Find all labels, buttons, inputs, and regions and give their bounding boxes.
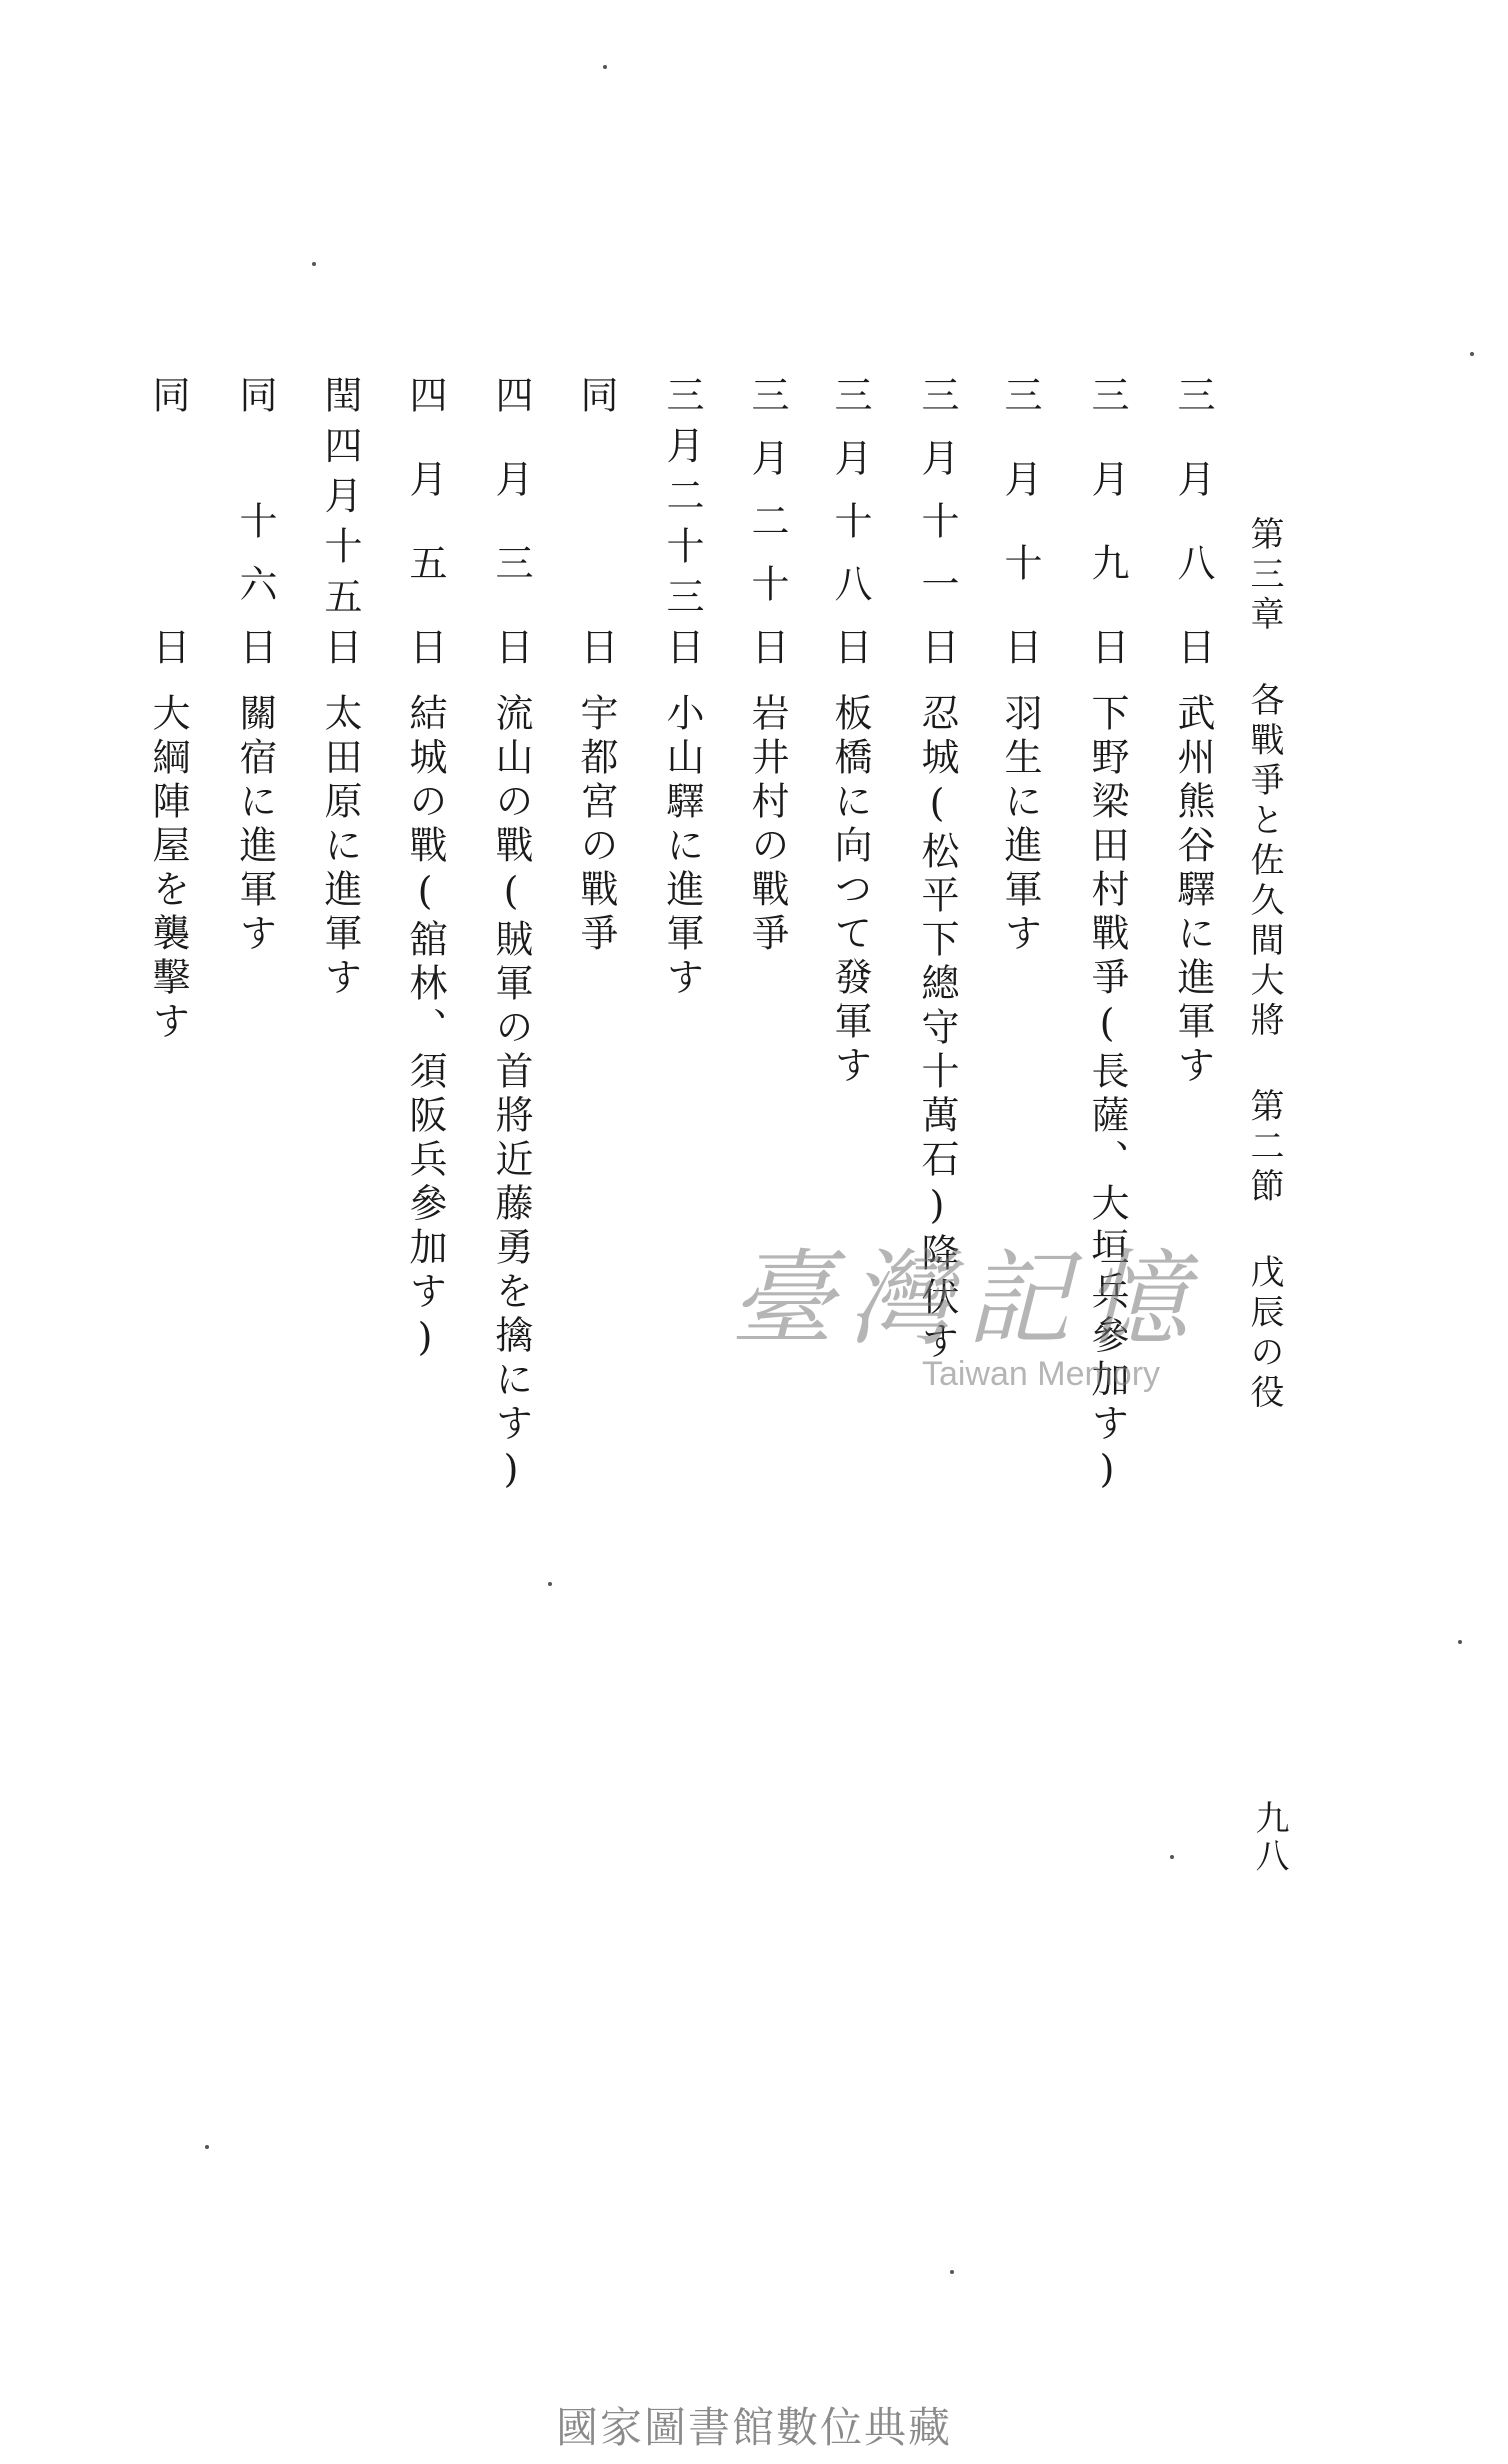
entry-event: 岩井村の戰爭: [745, 693, 789, 957]
entry-row: [225, 375, 285, 1525]
entry-date: 同 日: [574, 375, 618, 665]
watermark-subtext: Taiwan Memory: [921, 1355, 1161, 1393]
entry-event: 武州熊谷驛に進軍す: [1171, 693, 1215, 1089]
entry-event: 板橋に向つて發軍す: [828, 693, 872, 1089]
chapter-header: 第三章 各戰爭と佐久間大將 第二節 戊辰の役: [1244, 516, 1284, 1414]
entry-row: [652, 375, 712, 1525]
entry-row: [310, 375, 370, 1525]
entry-date: 四月五日: [403, 375, 447, 665]
entry-event: 下野梁田村戰爭(長薩、大垣兵參加す): [1085, 693, 1129, 1497]
entry-event: 太田原に進軍す: [318, 693, 362, 1001]
entry-event: 結城の戰(舘林、須阪兵參加す): [403, 693, 447, 1365]
entry-date: 三月八日: [1171, 375, 1215, 665]
entry-event: 宇都宮の戰爭: [574, 693, 618, 957]
scan-speck: [1458, 1640, 1462, 1644]
scan-speck: [312, 262, 316, 266]
scan-speck: [1170, 1855, 1174, 1859]
scan-speck: [205, 2145, 209, 2149]
entry-event: 流山の戰(賊軍の首將近藤勇を擒にす): [489, 693, 533, 1497]
scan-speck: [548, 1582, 552, 1586]
footer-archive-label: 國家圖書館數位典藏: [555, 2403, 952, 2452]
entry-event: 羽生に進軍す: [998, 693, 1042, 957]
entry-date: 三月九日: [1085, 375, 1129, 665]
scan-speck: [1470, 352, 1474, 356]
scan-speck: [603, 65, 607, 69]
entry-date: 三月十八日: [828, 375, 872, 665]
entry-event: 忍城(松平下總守十萬石)降伏す: [915, 693, 959, 1365]
scan-speck: [950, 2270, 954, 2274]
entry-date: 同 十六日: [233, 375, 277, 665]
entry-event: 關宿に進軍す: [233, 693, 277, 957]
watermark-logo: [730, 1215, 1202, 1394]
watermark-text: 臺灣記憶: [730, 1238, 1203, 1360]
entry-date: 三月十日: [998, 375, 1042, 665]
entry-date: 四月三日: [489, 375, 533, 665]
entry-row: [138, 375, 198, 1525]
entry-event: 大綱陣屋を襲擊す: [146, 693, 190, 1045]
entry-date: 同 日: [146, 375, 190, 665]
entry-event: 小山驛に進軍す: [660, 693, 704, 1001]
entry-row: [481, 375, 541, 1525]
entry-date: 三月二十日: [745, 375, 789, 665]
entry-row: [566, 375, 626, 1525]
entry-date: 三月十一日: [915, 375, 959, 665]
entry-row: [395, 375, 455, 1525]
entry-date: 三月二十三日: [660, 375, 704, 665]
page-number: 九八: [1249, 1800, 1289, 1876]
entry-date: 閏四月十五日: [318, 375, 362, 665]
